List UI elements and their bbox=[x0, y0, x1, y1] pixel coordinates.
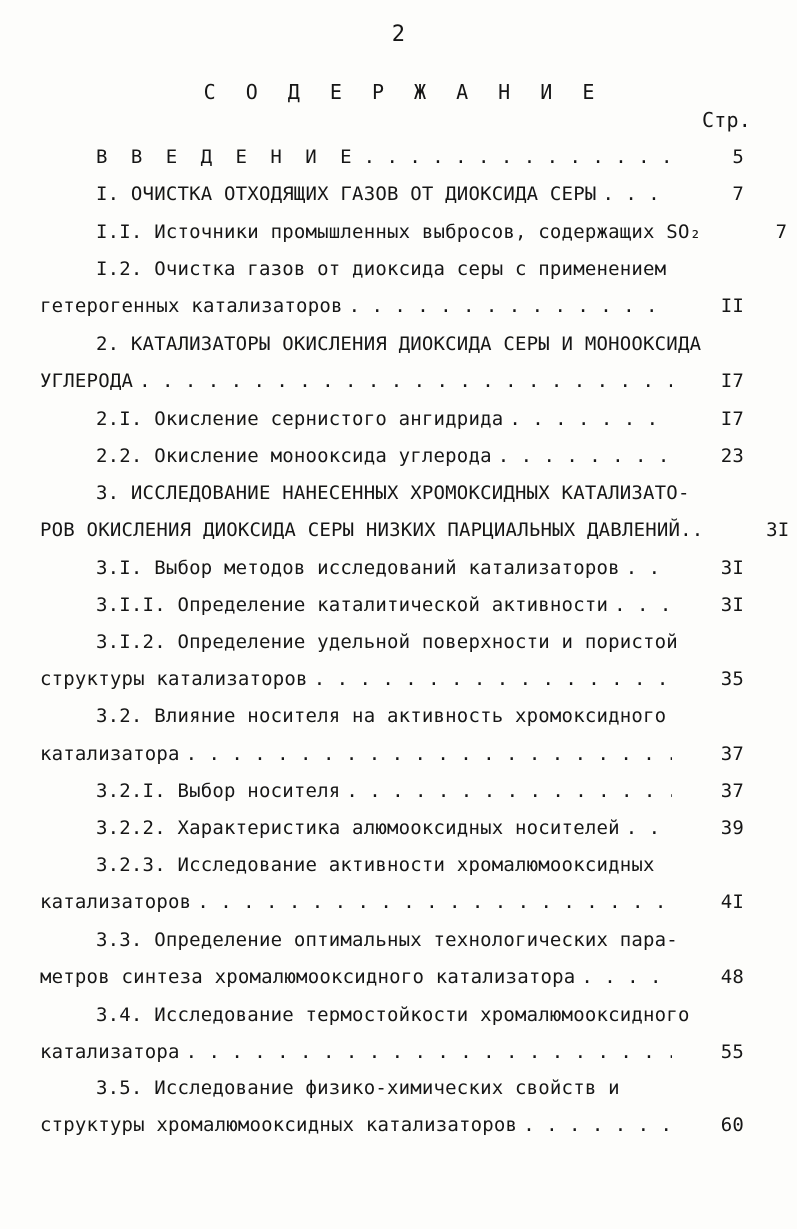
leader-dots bbox=[314, 668, 672, 690]
toc-entry-line2 bbox=[40, 966, 744, 994]
leader-dots bbox=[602, 183, 672, 205]
toc-entry bbox=[40, 408, 744, 436]
toc-entry-text: 3.I.I. Определение каталитической активности bbox=[96, 594, 609, 616]
toc-entry-text: УГЛЕРОДА bbox=[40, 370, 134, 392]
page-number: 2 bbox=[391, 22, 406, 47]
toc-entry-text: катализаторов bbox=[40, 891, 192, 913]
leader-dots bbox=[139, 370, 672, 392]
toc-entry-text: катализатора bbox=[40, 1041, 180, 1063]
toc-entry bbox=[40, 445, 744, 473]
toc-entry-line2 bbox=[40, 668, 744, 696]
toc-entry-line1 bbox=[40, 333, 744, 361]
toc-entry bbox=[40, 183, 744, 211]
toc-entry-text: структуры катализаторов bbox=[40, 668, 308, 690]
toc-entry-text: 3.3. Определение оптимальных технологических пара- bbox=[96, 929, 678, 951]
toc-entry-page: 7 bbox=[775, 221, 788, 243]
toc-entry-line1 bbox=[40, 631, 744, 659]
toc-entry-page: 3I bbox=[766, 519, 790, 541]
toc-entry-page: 7 bbox=[732, 183, 744, 205]
leader-dots bbox=[364, 146, 672, 168]
leader-dots bbox=[498, 445, 672, 467]
toc-entry-page: 3I bbox=[720, 557, 744, 579]
toc-entry-page: 37 bbox=[720, 743, 744, 765]
leader-dots bbox=[509, 408, 672, 430]
toc-entry-line2 bbox=[40, 1041, 744, 1069]
leader-dots bbox=[346, 780, 672, 802]
toc-entry-text: катализатора bbox=[40, 743, 180, 765]
toc-entry-line1 bbox=[40, 705, 744, 733]
toc-entry-page: II bbox=[720, 295, 744, 317]
toc-entry-line2 bbox=[40, 743, 744, 771]
toc-entry-page: 23 bbox=[720, 445, 744, 467]
toc-entry-line1 bbox=[40, 854, 744, 882]
leader-dots bbox=[186, 1041, 672, 1063]
leader-dots bbox=[581, 966, 672, 988]
toc-entry bbox=[40, 817, 744, 845]
leader-dots bbox=[626, 557, 672, 579]
toc-entry-page: I7 bbox=[720, 408, 744, 430]
toc-entry-text: 3.2.3. Исследование активности хромалюмооксидных bbox=[96, 854, 655, 876]
toc-entry-page: 55 bbox=[720, 1041, 744, 1063]
toc-entry-text: 3.I.2. Определение удельной поверхности и пористой bbox=[96, 631, 678, 653]
toc-entry bbox=[40, 221, 788, 249]
toc-entry-text: I.I. Источники промышленных выбросов, содержащих SO₂ bbox=[96, 221, 702, 243]
toc-entry-text: метров синтеза хромалюмооксидного катализатора bbox=[40, 966, 576, 988]
toc-entry bbox=[40, 146, 744, 174]
toc-entry-page: 4I bbox=[720, 891, 744, 913]
toc-entry bbox=[40, 594, 744, 622]
toc-entry-text: 3.2. Влияние носителя на активность хромоксидного bbox=[96, 705, 667, 727]
toc-entry-text: 3.2.I. Выбор носителя bbox=[96, 780, 341, 802]
toc-entry-line1 bbox=[40, 258, 744, 286]
toc-entry-line2 bbox=[40, 295, 744, 323]
toc-title: С О Д Е Р Ж А Н И Е bbox=[203, 80, 604, 104]
toc-entry-line1 bbox=[40, 482, 744, 510]
toc-entry-text: РОВ ОКИСЛЕНИЯ ДИОКСИДА СЕРЫ НИЗКИХ ПАРЦИАЛЬНЫХ ДАВЛЕНИЙ.. bbox=[40, 519, 704, 541]
toc-entry-page: 5 bbox=[732, 146, 744, 168]
toc-entry-text: В В Е Д Е Н И Е bbox=[96, 146, 358, 168]
leader-dots bbox=[614, 594, 672, 616]
toc-entry-text: 2.2. Окисление монооксида углерода bbox=[96, 445, 492, 467]
toc-entry-page: I7 bbox=[720, 370, 744, 392]
toc-entry-text: 3. ИССЛЕДОВАНИЕ НАНЕСЕННЫХ ХРОМОКСИДНЫХ КАТАЛИЗАТО- bbox=[96, 482, 690, 504]
toc-entry-text: I. ОЧИСТКА ОТХОДЯЩИХ ГАЗОВ ОТ ДИОКСИДА СЕРЫ bbox=[96, 183, 597, 205]
toc-entry-text: гетерогенных катализаторов bbox=[40, 295, 343, 317]
leader-dots bbox=[626, 817, 672, 839]
leader-dots bbox=[197, 891, 672, 913]
toc-entry-text: 2.I. Окисление сернистого ангидрида bbox=[96, 408, 504, 430]
toc-entry-line2 bbox=[40, 370, 744, 398]
toc-entry-text: 3.I. Выбор методов исследований катализаторов bbox=[96, 557, 620, 579]
toc-entry bbox=[40, 557, 744, 585]
toc-entry-text: 3.4. Исследование термостойкости хромалюмооксидного bbox=[96, 1004, 690, 1026]
toc-entry bbox=[40, 780, 744, 808]
toc-entry-text: 3.5. Исследование физико-химических свойств и bbox=[96, 1077, 620, 1099]
toc-entry-page: 48 bbox=[720, 966, 744, 988]
toc-entry-page: 37 bbox=[720, 780, 744, 802]
toc-entry-line2 bbox=[40, 519, 790, 547]
toc-entry-line1 bbox=[40, 929, 744, 957]
toc-entry-line2 bbox=[40, 891, 744, 919]
toc-entry-text: 2. КАТАЛИЗАТОРЫ ОКИСЛЕНИЯ ДИОКСИДА СЕРЫ И МОНООКСИДА bbox=[96, 333, 702, 355]
toc-entry-page: 35 bbox=[720, 668, 744, 690]
toc-entry-page: 39 bbox=[720, 817, 744, 839]
toc-entry-line2 bbox=[40, 1114, 744, 1142]
toc-entry-text: структуры хромалюмооксидных катализаторов bbox=[40, 1114, 518, 1136]
toc-entry-line1 bbox=[40, 1004, 744, 1032]
toc-entry-text: I.2. Очистка газов от диоксида серы с применением bbox=[96, 258, 667, 280]
leader-dots bbox=[349, 295, 672, 317]
toc-entry-page: 60 bbox=[720, 1114, 744, 1136]
page-column-header: Стр. bbox=[702, 108, 751, 132]
toc-entry-line1 bbox=[40, 1077, 744, 1105]
leader-dots bbox=[186, 743, 672, 765]
toc-entry-text: 3.2.2. Характеристика алюмооксидных носителей bbox=[96, 817, 620, 839]
toc-entry-page: 3I bbox=[720, 594, 744, 616]
leader-dots bbox=[523, 1114, 672, 1136]
